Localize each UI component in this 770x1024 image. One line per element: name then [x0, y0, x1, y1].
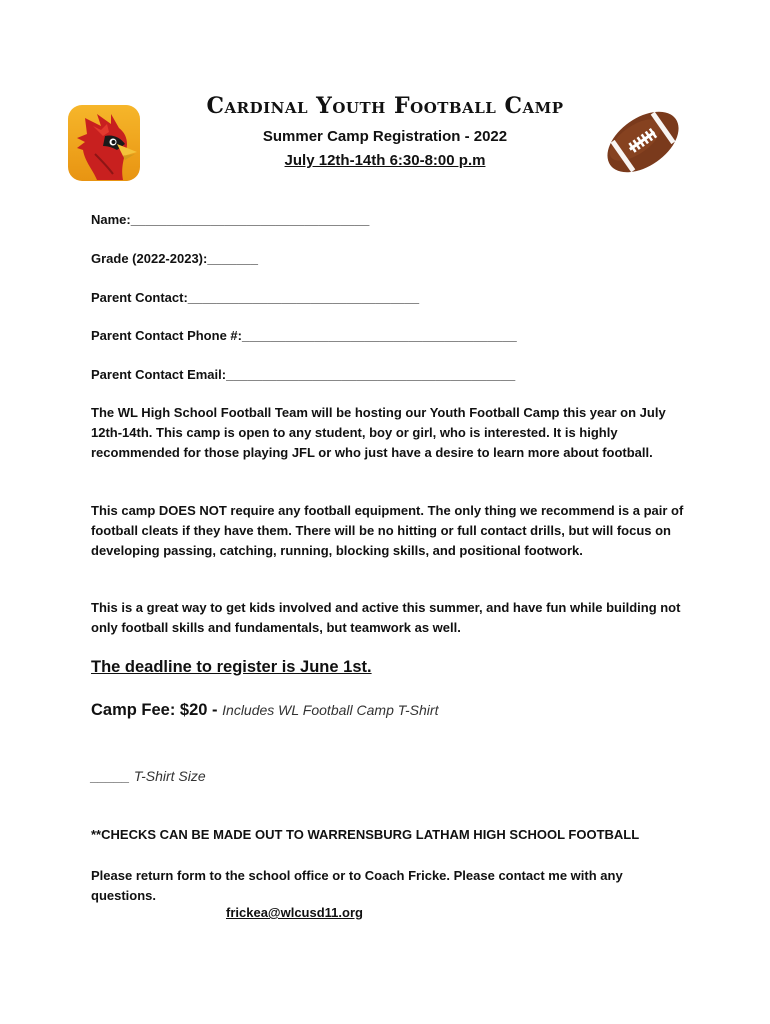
camp-dates: July 12th-14th 6:30-8:00 p.m — [284, 152, 486, 169]
deadline-notice: The deadline to register is June 1st. — [91, 658, 372, 676]
camp-fee-note: Includes WL Football Camp T-Shirt — [222, 702, 439, 718]
page-title: Cardinal Youth Football Camp — [206, 93, 564, 119]
parent-phone-field[interactable]: Parent Contact Phone #:______________________________________ — [91, 328, 517, 343]
checks-note: **CHECKS CAN BE MADE OUT TO WARRENSBURG LATHAM HIGH SCHOOL FOOTBALL — [91, 827, 640, 842]
equipment-paragraph: This camp DOES NOT require any football equipment. The only thing we recommend is a pair of football cleats if they have them. There will be no hitting or full contact drills, but will focus on developing passing, catching, running, blocking skills, and positional footwork. — [91, 503, 684, 558]
intro-paragraph: The WL High School Football Team will be hosting our Youth Football Camp this year on July 12th-14th. This camp is open to any student, boy or girl, who is interested. It is highly recommended for those playing JFL or who just have a desire to learn more about football. — [91, 405, 666, 460]
page-subtitle: Summer Camp Registration - 2022 — [262, 128, 508, 145]
camp-fee-label: Camp Fee: $20 - — [91, 701, 223, 719]
tshirt-size-field[interactable]: _____ T-Shirt Size — [91, 768, 206, 784]
name-field[interactable]: Name:_________________________________ — [91, 212, 370, 227]
parent-contact-field[interactable]: Parent Contact:________________________________ — [91, 290, 420, 305]
summary-paragraph: This is a great way to get kids involved and active this summer, and have fun while building not only football skills and fundamentals, but teamwork as well. — [91, 600, 681, 635]
contact-email-link[interactable]: frickea@wlcusd11.org — [226, 905, 363, 920]
return-note: Please return form to the school office or to Coach Fricke. Please contact me with any questions. — [91, 868, 623, 903]
parent-email-field[interactable]: Parent Contact Email:________________________________________ — [91, 367, 516, 382]
grade-field[interactable]: Grade (2022-2023):_______ — [91, 251, 258, 266]
camp-fee — [91, 701, 438, 720]
